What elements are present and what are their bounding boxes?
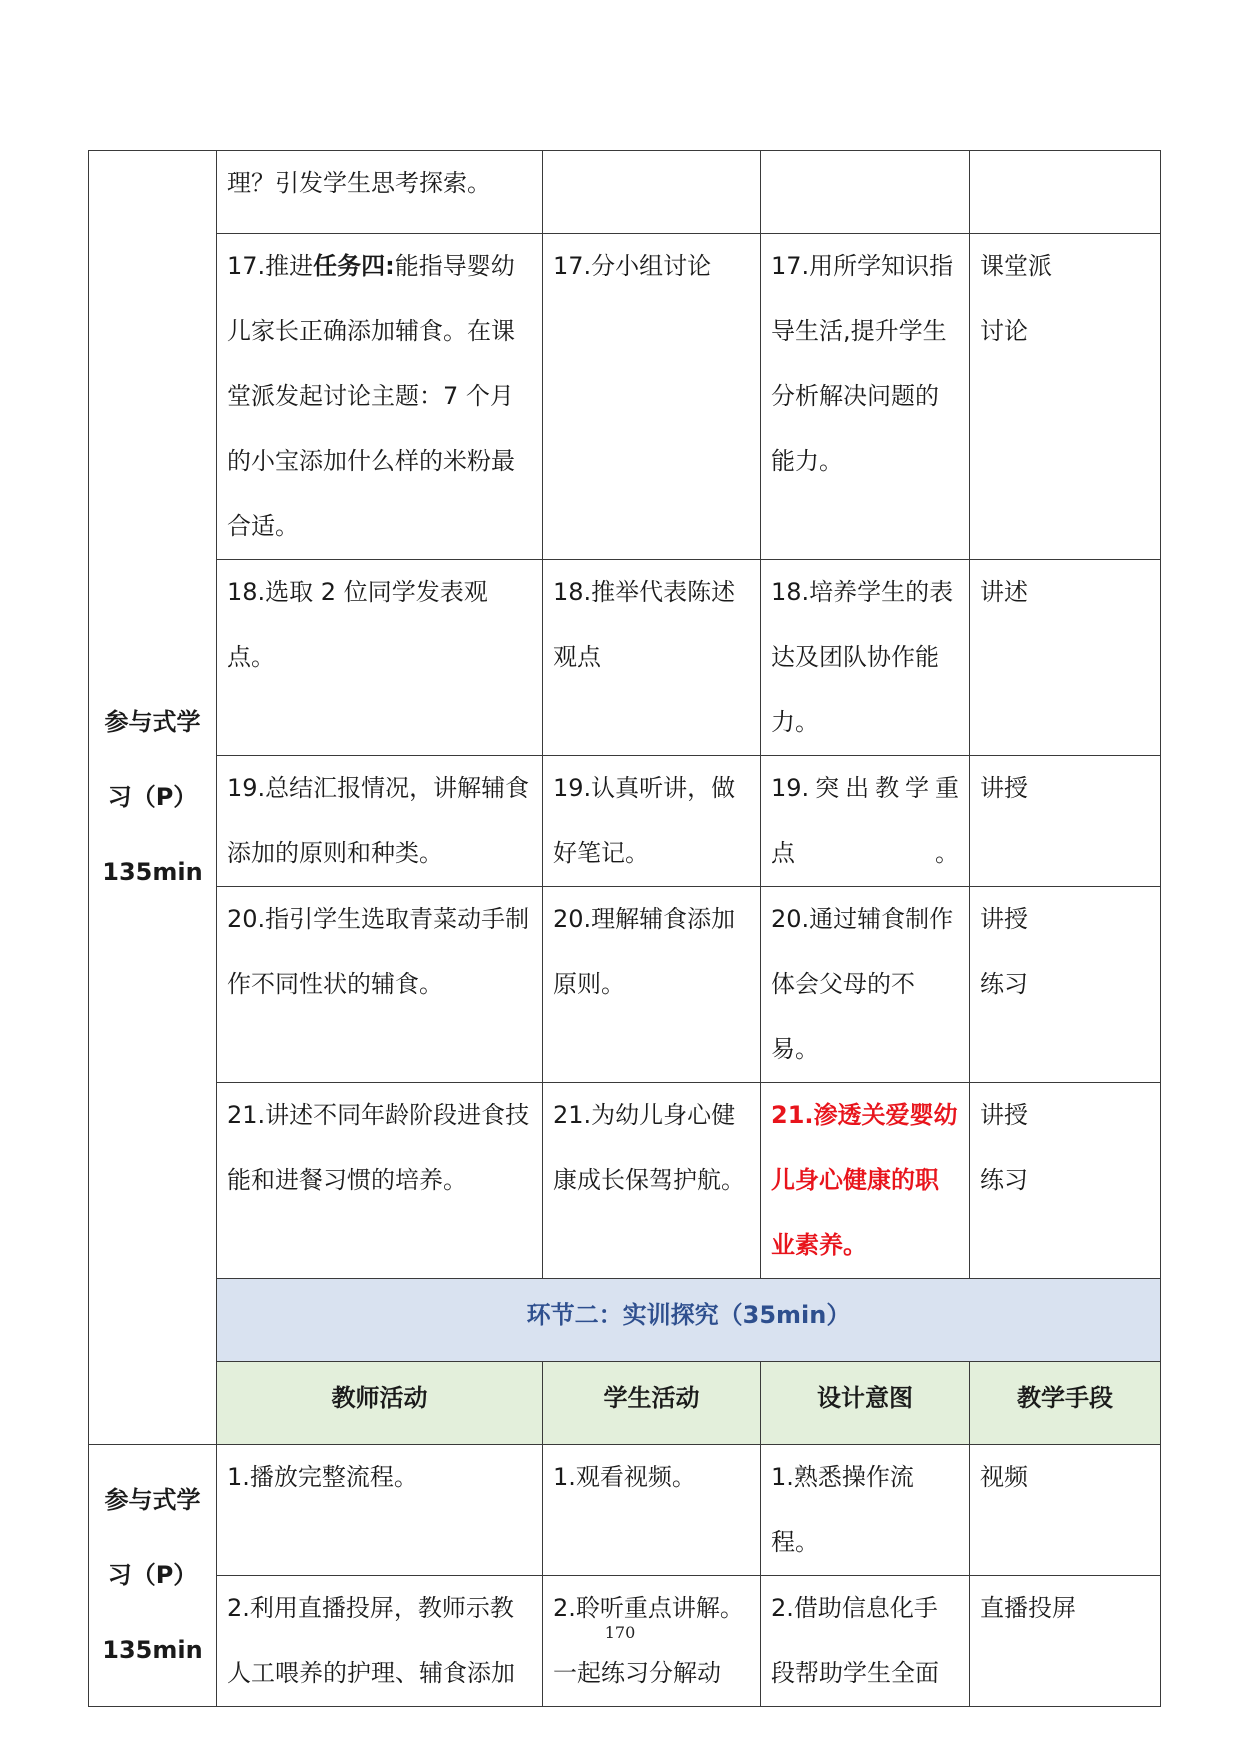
table-row xyxy=(89,560,1161,756)
table-row xyxy=(89,151,1161,234)
phase-label-line1: 参与式学 xyxy=(104,708,201,736)
design-intent-cell: 17.用所学知识指导生活,提升学生分析解决问题的能力。 xyxy=(761,234,970,560)
student-activity-cell: 21.为幼儿身心健康成长保驾护航。 xyxy=(543,1083,761,1279)
teacher-activity-cell: 18.选取 2 位同学发表观点。 xyxy=(217,560,543,756)
design-intent-cell: 21.渗透关爱婴幼儿身心健康的职业素养。 xyxy=(761,1083,970,1279)
teacher-activity-cell: 20.指引学生选取青菜动手制作不同性状的辅食。 xyxy=(217,887,543,1083)
teaching-means-cell: 讲授 xyxy=(970,756,1161,887)
student-activity-cell: 17.分小组讨论 xyxy=(543,234,761,560)
page-number: 170 xyxy=(604,1623,636,1642)
design-intent-cell xyxy=(761,151,970,234)
student-activity-cell xyxy=(543,151,761,234)
student-activity-cell: 2.聆听重点讲解。一起练习分解动 xyxy=(543,1576,761,1707)
student-activity-cell: 19.认真听讲，做好笔记。 xyxy=(543,756,761,887)
teaching-means-cell: 讲述 xyxy=(970,560,1161,756)
task-four-label: 任务四: xyxy=(313,252,395,280)
teaching-means-line: 讲授 xyxy=(980,1101,1028,1129)
phase-cell-1 xyxy=(89,151,217,1445)
phase-cell-2 xyxy=(89,1445,217,1707)
design-intent-cell: 20.通过辅食制作体会父母的不易。 xyxy=(761,887,970,1083)
teacher-activity-text: 17.推进 xyxy=(227,252,314,280)
teaching-means-line: 讨论 xyxy=(980,317,1028,345)
teaching-means-cell xyxy=(970,887,1161,1083)
header-teacher-activity: 教师活动 xyxy=(217,1362,543,1445)
table-row xyxy=(89,1445,1161,1576)
teacher-activity-cell: 理？引发学生思考探索。 xyxy=(217,151,543,234)
teaching-means-cell xyxy=(970,151,1161,234)
teacher-activity-cell: 19.总结汇报情况，讲解辅食添加的原则和种类。 xyxy=(217,756,543,887)
header-student-activity: 学生活动 xyxy=(543,1362,761,1445)
teaching-means-line: 讲授 xyxy=(980,905,1028,933)
student-activity-cell: 1.观看视频。 xyxy=(543,1445,761,1576)
teacher-activity-cell: 2.利用直播投屏，教师示教人工喂养的护理、辅食添加 xyxy=(217,1576,543,1707)
teaching-means-cell: 直播投屏 xyxy=(970,1576,1161,1707)
table-row xyxy=(89,234,1161,560)
phase-label-line2: 习（P） xyxy=(107,783,198,811)
design-intent-cell: 1.熟悉操作流程。 xyxy=(761,1445,970,1576)
design-intent-cell: 18.培养学生的表达及团队协作能力。 xyxy=(761,560,970,756)
student-activity-cell: 20.理解辅食添加原则。 xyxy=(543,887,761,1083)
teacher-activity-cell xyxy=(217,234,543,560)
phase-label-line3: 135min xyxy=(102,1636,203,1664)
teaching-means-line: 练习 xyxy=(980,1166,1028,1194)
teaching-means-cell xyxy=(970,1083,1161,1279)
header-design-intent: 设计意图 xyxy=(761,1362,970,1445)
table-row xyxy=(89,1083,1161,1279)
teaching-means-line: 练习 xyxy=(980,970,1028,998)
table-row xyxy=(89,887,1161,1083)
design-intent-cell: 2.借助信息化手段帮助学生全面 xyxy=(761,1576,970,1707)
teacher-activity-cell: 1.播放完整流程。 xyxy=(217,1445,543,1576)
teaching-means-line: 课堂派 xyxy=(980,252,1052,280)
lesson-plan-table xyxy=(88,150,1161,1707)
section-title: 环节二：实训探究（35min） xyxy=(217,1279,1161,1362)
teaching-means-cell: 视频 xyxy=(970,1445,1161,1576)
section-row xyxy=(89,1279,1161,1362)
teacher-activity-cell: 21.讲述不同年龄阶段进食技能和进餐习惯的培养。 xyxy=(217,1083,543,1279)
phase-label-line2: 习（P） xyxy=(107,1561,198,1589)
header-row xyxy=(89,1362,1161,1445)
design-intent-cell: 19.突出教学重点。 xyxy=(761,756,970,887)
header-teaching-means: 教学手段 xyxy=(970,1362,1161,1445)
phase-label-line3: 135min xyxy=(102,858,203,886)
phase-label-line1: 参与式学 xyxy=(104,1486,201,1514)
teacher-activity-text: 能指导婴幼儿家长正确添加辅食。在课堂派发起讨论主题：7 个月的小宝添加什么样的米粉最合适。 xyxy=(227,252,515,540)
student-activity-cell: 18.推举代表陈述观点 xyxy=(543,560,761,756)
teaching-means-cell xyxy=(970,234,1161,560)
table-row xyxy=(89,756,1161,887)
